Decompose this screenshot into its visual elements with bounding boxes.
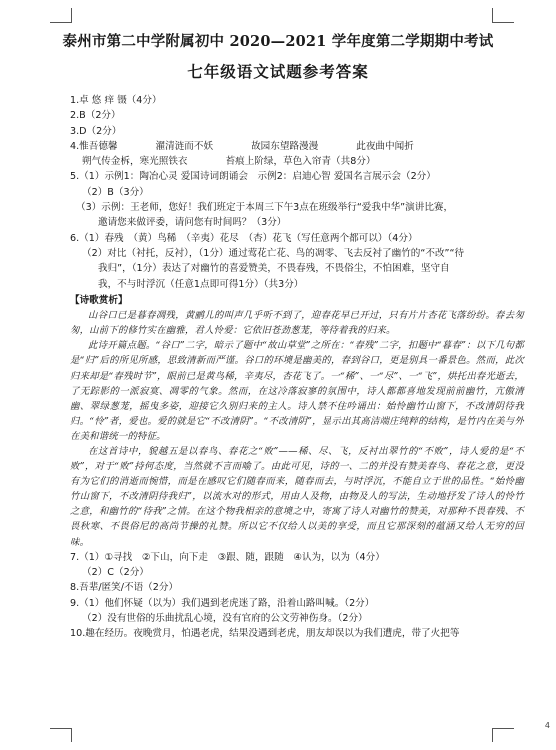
answer-q6-2b: 我归”，（1分）表达了对幽竹的喜爱赞美，不畏春残，不畏俗尘，不怕困难，坚守自 [98, 263, 450, 275]
crop-mark-top-left-horizontal [50, 22, 72, 23]
answer-q2: 2.B（2分） [70, 110, 121, 122]
answer-q4-a3: 故园东望路漫漫 [251, 140, 319, 152]
answer-key-title: 七年级语文试题参考答案 [187, 62, 369, 81]
answer-q4-b1: 朔气传金柝，寒光照铁衣 [82, 156, 188, 168]
answer-q7-1: 7.（1）①寻找 ②下山，向下走 ③跟、随，跟随 ④认为，以为（4分） [70, 551, 385, 563]
answer-q9-2: （2）没有世俗的乐曲扰乱心境，没有官府的公文劳神伤身。（2分） [82, 612, 368, 624]
answer-q5-3a: （3）示例：王老师，您好！我们班定于本周三下午3点在班级举行“爱我中华”演讲比赛， [76, 202, 454, 214]
answer-q5-2: （2）B（3分） [82, 186, 149, 198]
answer-q8: 8.吾辈/匿笑/不语（2分） [70, 582, 179, 594]
answer-q3: 3.D（2分） [70, 125, 122, 137]
crop-mark-bottom-right-horizontal [492, 728, 514, 729]
crop-mark-bottom-left-horizontal [50, 728, 72, 729]
poem-analysis-heading: 【诗歌赏析】 [70, 294, 128, 306]
answer-q5-3b: 邀请您来做评委，请问您有时间吗？（3分） [98, 217, 287, 229]
crop-mark-bottom-right-vertical [492, 728, 493, 742]
answer-q1: 1.卓 悠 痒 镊（4分） [70, 95, 162, 106]
answer-q4-row2 [70, 154, 524, 169]
answer-q4-row1 [70, 139, 524, 154]
answer-q9-1: 9.（1）他们怀疑（以为）我们遇到老虎迷了路，沿着山路叫喊。（2分） [70, 597, 375, 609]
crop-mark-bottom-left-vertical [71, 728, 72, 742]
answer-q4-a1: 4.惟吾德馨 [70, 140, 118, 152]
poem-analysis-paragraph-1: 山谷口已是暮春凋残，黄鹂儿的叫声几乎听不到了，迎春花早已开过，只有片片杏花飞落纷纷。春去匆匆，山前下的修竹实在幽雅，君人怜爱：它依旧苍劲葱茏，等待着我的归来。 [70, 310, 524, 337]
answer-q7-2: （2）C（2分） [82, 566, 149, 578]
exam-title: 泰州市第二中学附属初中 2020—2021 学年度第二学期期中考试 [62, 33, 494, 50]
answer-q6-2c: 我，不与时浮沉（任意1点即可得1分）（共3分） [98, 278, 304, 290]
answer-content [70, 93, 524, 641]
answer-q5-1: 5.（1）示例1：陶冶心灵 爱国诗词朗诵会 示例2：启迪心智 爱国名言展示会（2分） [70, 171, 436, 183]
answer-q4-b2: 苔痕上阶绿，草色入帘青（共8分） [225, 156, 376, 168]
answer-q6-1: 6.（1）春残 （黄）鸟稀 （辛夷）花尽 （杏）花飞（写任意两个都可以）（4分） [70, 232, 418, 244]
answer-q6-2a: （2）对比（衬托，反衬），（1分）通过莺花亡花、鸟的凋零、飞去反衬了幽竹的“不改”“待 [82, 247, 465, 259]
poem-analysis-paragraph-3: 在这首诗中，貌越五是以春鸟、春花之“败”——稀、尽、飞，反衬出翠竹的“不败”，诗人爱的是“不败”，对于“败”持何态度，当然就不言而喻了。由此可见，诗的一、二的并没有赞美春鸟、春花之意，更没有为它们的消逝而惋惜，而是在感叹它们随春而来，随春而去，与时浮沉，不能自立于世的品性。“始怜幽竹山窗下，不改清阴待我归”，以流水对的形式，用由人及物，由物及人的写法，生动地抒发了诗人的怜竹之意，和幽竹的“待我”之情。在这个物我相亲的意境之中，寄寓了诗人对幽竹的赞美，对那种不畏春残、不畏秋寒、不畏俗尼的高尚节操的礼赞。所以它不仅给人以美的享受，而且它那深刻的蕴涵又给人无穷的回味。 [70, 446, 524, 548]
answer-q4-a4: 此夜曲中闻折 [356, 140, 414, 152]
crop-mark-top-right-vertical [492, 8, 493, 22]
page-number: 4 [544, 721, 550, 730]
poem-analysis-paragraph-2: 此诗开篇点题。“谷口”二字，暗示了题中“故山草堂”之所在：“春残”二字，扣题中“暮春”：以下几句都是“归”后的所见所感，思致清新而严谨。谷口的环境是幽美的，春到谷口，更是别具一番景色。然而，此次归来却是“春残时节”，眼前已是黄鸟稀，辛夷尽，杏花飞了。一“稀”、一“尽”、一“飞”，烘托出春光逝去，了无踪影的一派寂寞、凋零的气象。然而，在这冷落寂寥的氛围中，诗人都都喜地发现前前幽竹，亢傲清幽、翠绿葱茏，摇曳多姿，迎接它久别归来的主人。诗人禁不住吟诵出：始怜幽竹山窗下，不改清阴待我归。“怜”者，爱也。爱的就是它“不改清阴”。“不改清阴”，显示出其高洁端庄纯粹的结构，是竹内在美与外在美和谐统一的特征。 [70, 340, 524, 442]
answer-q4-a2: 濯清涟而不妖 [155, 140, 214, 152]
crop-mark-top-left-vertical [71, 8, 72, 22]
crop-mark-top-right-horizontal [492, 22, 514, 23]
answer-q10: 10.趣在经历。夜晚赏月，怕遇老虎，结果没遇到老虎，朋友却误以为我们遭虎，带了火把等 [70, 628, 460, 640]
